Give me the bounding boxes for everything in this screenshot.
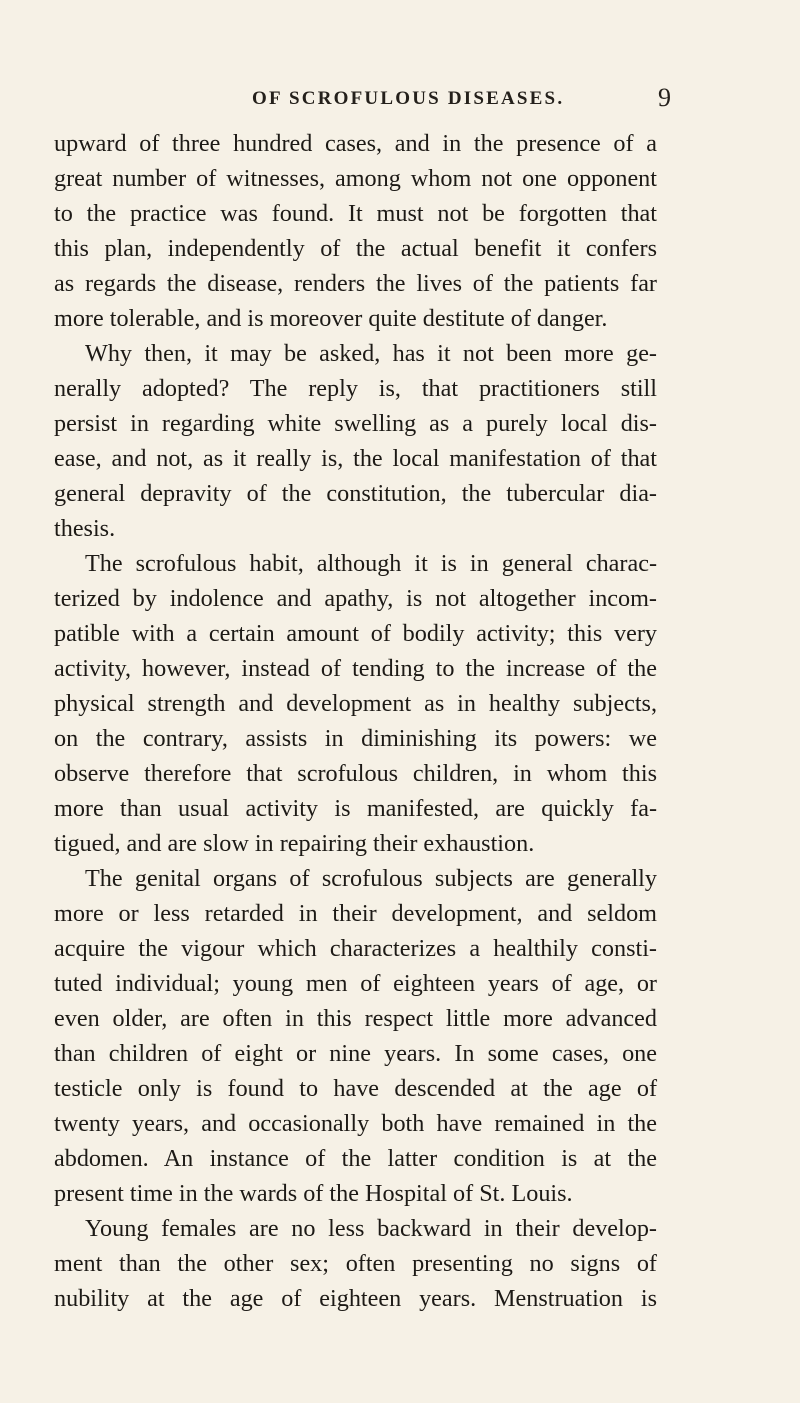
text-line: more than usual activity is manifested, are quickly fa-: [54, 795, 657, 822]
text-line: upward of three hundred cases, and in the presence of a: [54, 130, 657, 157]
text-line: as regards the disease, renders the lives of the patients far: [54, 270, 657, 297]
text-line: on the contrary, assists in diminishing its powers: we: [54, 725, 657, 752]
text-line: testicle only is found to have descended at the age of: [54, 1075, 657, 1102]
text-line: more or less retarded in their development, and seldom: [54, 900, 657, 927]
text-line: ment than the other sex; often presenting no signs of: [54, 1250, 657, 1277]
text-line: acquire the vigour which characterizes a healthily consti-: [54, 935, 657, 962]
text-line: than children of eight or nine years. In some cases, one: [54, 1040, 657, 1067]
text-line: The scrofulous habit, although it is in general charac-: [85, 550, 657, 577]
text-line: Why then, it may be asked, has it not been more ge-: [85, 340, 657, 367]
text-line: abdomen. An instance of the latter condition is at the: [54, 1145, 657, 1172]
text-line: even older, are often in this respect little more advanced: [54, 1005, 657, 1032]
text-line: observe therefore that scrofulous children, in whom this: [54, 760, 657, 787]
text-line: tuted individual; young men of eighteen years of age, or: [54, 970, 657, 997]
text-line: this plan, independently of the actual benefit it confers: [54, 235, 657, 262]
text-line: great number of witnesses, among whom not one opponent: [54, 165, 657, 192]
text-line: The genital organs of scrofulous subjects are generally: [85, 865, 657, 892]
text-line: twenty years, and occasionally both have remained in the: [54, 1110, 657, 1137]
text-line: nerally adopted? The reply is, that practitioners still: [54, 375, 657, 402]
text-line: more tolerable, and is moreover quite destitute of danger.: [54, 305, 608, 332]
text-line: persist in regarding white swelling as a purely local dis-: [54, 410, 657, 437]
text-line: tigued, and are slow in repairing their exhaustion.: [54, 830, 535, 857]
text-line: activity, however, instead of tending to the increase of the: [54, 655, 657, 682]
text-line: nubility at the age of eighteen years. Menstruation is: [54, 1285, 657, 1312]
text-line: thesis.: [54, 515, 116, 542]
text-line: physical strength and development as in healthy subjects,: [54, 690, 657, 717]
text-line: to the practice was found. It must not be forgotten that: [54, 200, 657, 227]
text-line: patible with a certain amount of bodily activity; this very: [54, 620, 657, 647]
text-line: Young females are no less backward in their develop-: [85, 1215, 657, 1242]
page-number: 9: [658, 83, 671, 112]
text-line: general depravity of the constitution, the tubercular dia-: [54, 480, 657, 507]
body-text: [54, 126, 657, 1316]
text-line: ease, and not, as it really is, the local manifestation of that: [54, 445, 657, 472]
text-line: present time in the wards of the Hospital of St. Louis.: [54, 1180, 573, 1207]
text-line: terized by indolence and apathy, is not altogether incom-: [54, 585, 657, 612]
running-title: OF SCROFULOUS DISEASES.: [252, 88, 565, 109]
